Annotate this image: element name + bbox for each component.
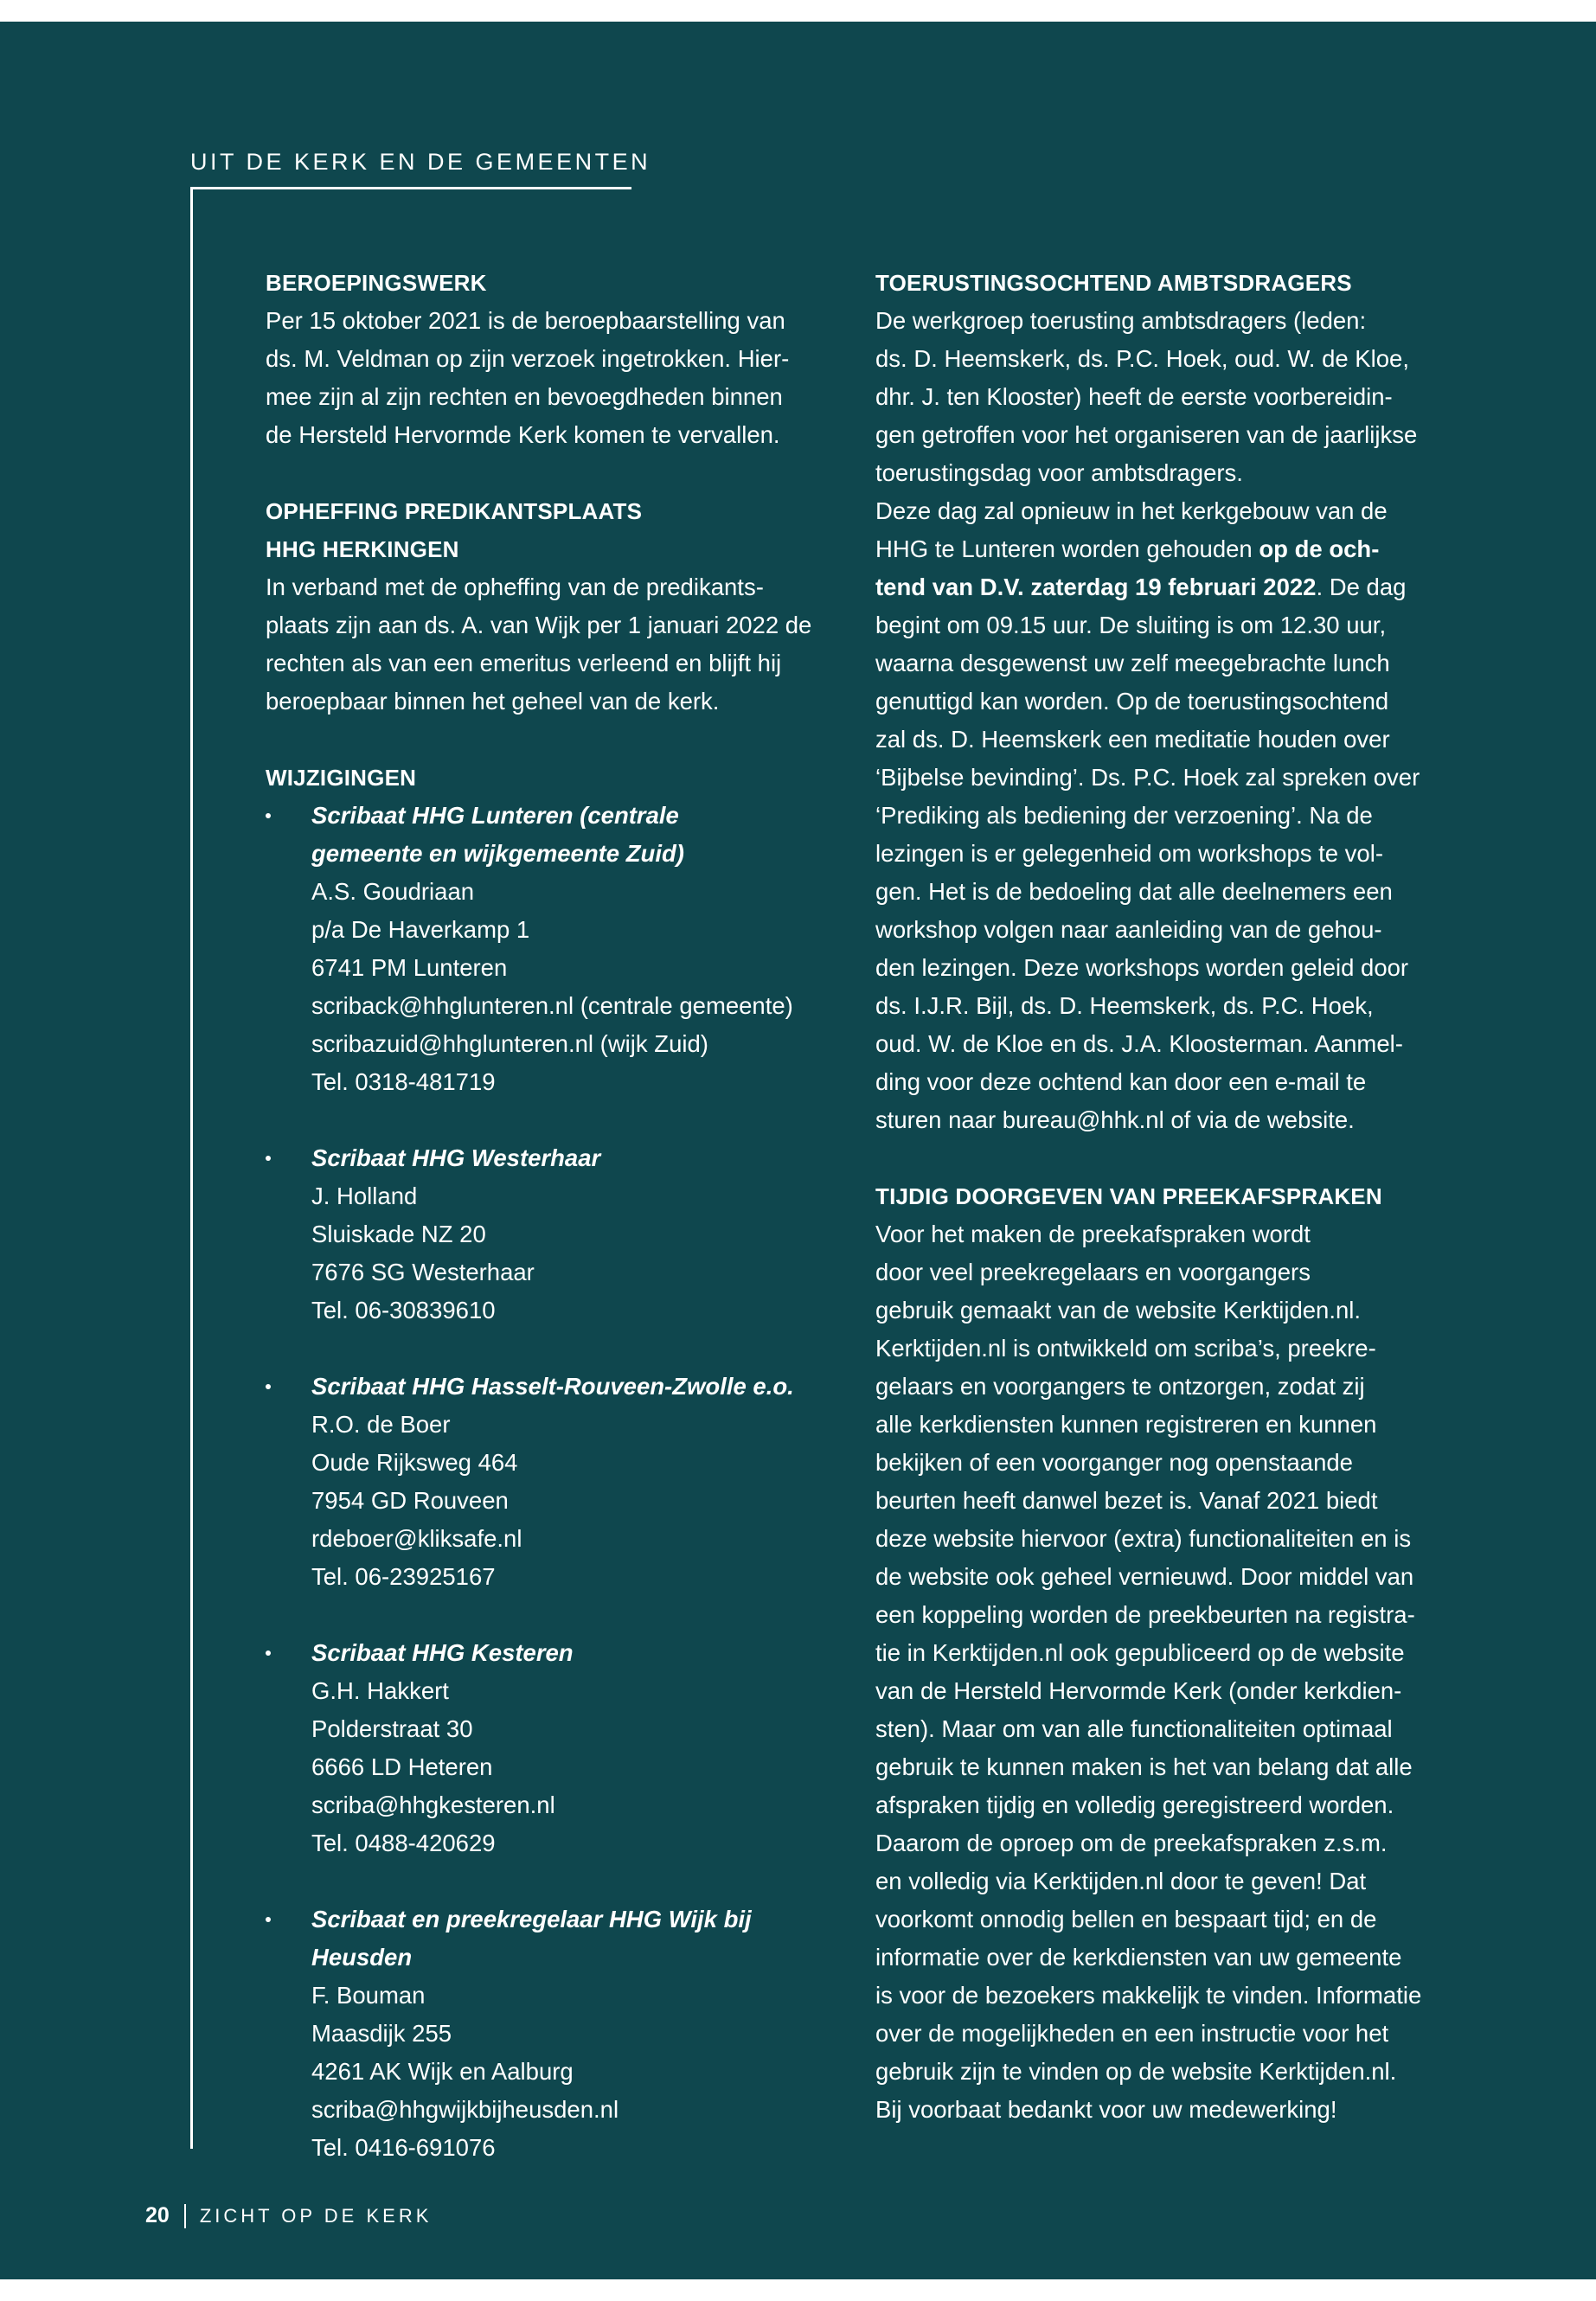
entry-email: scriback@hhglunteren.nl (centrale gemeente) xyxy=(311,992,793,1019)
entry-name: G.H. Hakkert xyxy=(311,1677,449,1704)
text-line: dhr. J. ten Klooster) heeft de eerste voorbereidin- xyxy=(875,383,1393,410)
entry-title: Scribaat HHG Lunteren (centrale xyxy=(311,802,679,829)
text-line: ding voor deze ochtend kan door een e-mail te xyxy=(875,1068,1367,1095)
text-line: afspraken tijdig en volledig geregistreerd worden. xyxy=(875,1791,1394,1818)
footer-divider xyxy=(184,2204,186,2228)
toerusting-section xyxy=(875,264,1438,1139)
text-line: de Hersteld Hervormde Kerk komen te vervallen. xyxy=(266,421,780,448)
text-line: zal ds. D. Heemskerk een meditatie houden over xyxy=(875,726,1390,753)
entry-postcode: 6741 PM Lunteren xyxy=(311,954,508,981)
opheffing-section xyxy=(266,492,836,721)
text-line: gelaars en voorgangers te ontzorgen, zodat zij xyxy=(875,1373,1365,1400)
event-date-highlight: tend van D.V. zaterdag 19 februari 2022 xyxy=(875,574,1317,600)
entry-postcode: 7954 GD Rouveen xyxy=(311,1487,509,1514)
entry-email: scribazuid@hhglunteren.nl (wijk Zuid) xyxy=(311,1030,708,1057)
list-item xyxy=(266,1900,836,2167)
text-line: In verband met de opheffing van de predikants- xyxy=(266,574,764,600)
text-line: ‘Prediking als bediening der verzoening’. Na de xyxy=(875,802,1373,829)
text-line: beurten heeft danwel bezet is. Vanaf 2021 biedt xyxy=(875,1487,1378,1514)
text-line: alle kerkdiensten kunnen registreren en kunnen xyxy=(875,1411,1377,1438)
text-line: ds. D. Heemskerk, ds. P.C. Hoek, oud. W. de Kloe, xyxy=(875,345,1409,372)
text-line: en volledig via Kerktijden.nl door te geven! Dat xyxy=(875,1868,1367,1894)
text-line: Voor het maken de preekafspraken wordt xyxy=(875,1221,1311,1247)
text-line: gebruik zijn te vinden op de website Kerktijden.nl. xyxy=(875,2058,1397,2085)
entry-phone: Tel. 0416-691076 xyxy=(311,2134,496,2161)
entry-name: F. Bouman xyxy=(311,1982,426,2009)
text-line: plaats zijn aan ds. A. van Wijk per 1 januari 2022 de xyxy=(266,612,812,638)
toerusting-body xyxy=(875,302,1438,1139)
magazine-page xyxy=(0,22,1596,2279)
bullet-icon xyxy=(266,813,271,818)
preekafspraken-body xyxy=(875,1215,1438,2129)
entry-phone: Tel. 06-30839610 xyxy=(311,1297,496,1324)
section-label: UIT DE KERK EN DE GEMEENTEN xyxy=(190,149,651,175)
text-line: tie in Kerktijden.nl ook gepubliceerd op de website xyxy=(875,1639,1405,1666)
text-line: den lezingen. Deze workshops worden geleid door xyxy=(875,954,1409,981)
text-line: gen getroffen voor het organiseren van de jaarlijkse xyxy=(875,421,1418,448)
text-line: toerustingsdag voor ambtsdragers. xyxy=(875,459,1243,486)
entry-postcode: 7676 SG Westerhaar xyxy=(311,1259,535,1285)
text-line: Per 15 oktober 2021 is de beroepbaarstelling van xyxy=(266,307,785,334)
entry-email: rdeboer@kliksafe.nl xyxy=(311,1525,522,1552)
section-label-rule xyxy=(190,187,631,189)
wijzigingen-heading: WIJZIGINGEN xyxy=(266,765,417,791)
entry-address: Oude Rijksweg 464 xyxy=(311,1449,518,1476)
entry-name: R.O. de Boer xyxy=(311,1411,451,1438)
text-line: beroepbaar binnen het geheel van de kerk. xyxy=(266,688,720,715)
text-line: Daarom de oproep om de preekafspraken z.s.m. xyxy=(875,1830,1388,1856)
frame-vertical-line xyxy=(190,187,193,2149)
text-line: sturen naar bureau@hhk.nl of via de website. xyxy=(875,1106,1355,1133)
text-line: mee zijn al zijn rechten en bevoegdheden binnen xyxy=(266,383,783,410)
entry-address: Sluiskade NZ 20 xyxy=(311,1221,486,1247)
list-item xyxy=(266,1368,836,1596)
wijzigingen-section xyxy=(266,759,836,2167)
magazine-name: ZICHT OP DE KERK xyxy=(199,2204,433,2227)
text-line: bekijken of een voorganger nog openstaande xyxy=(875,1449,1353,1476)
text-line: voorkomt onnodig bellen en bespaart tijd; en de xyxy=(875,1906,1377,1932)
entry-email: scriba@hhgkesteren.nl xyxy=(311,1791,555,1818)
text-line: Kerktijden.nl is ontwikkeld om scriba’s, preekre- xyxy=(875,1335,1376,1362)
text-line: tend van D.V. zaterdag 19 februari 2022. De dag xyxy=(875,574,1407,600)
list-item xyxy=(266,1139,836,1330)
text-line: ‘Bijbelse bevinding’. Ds. P.C. Hoek zal spreken over xyxy=(875,764,1420,791)
bullet-icon xyxy=(266,1384,271,1389)
text-line: is voor de bezoekers makkelijk te vinden. Informatie xyxy=(875,1982,1422,2009)
text-line: door veel preekregelaars en voorgangers xyxy=(875,1259,1311,1285)
entry-address: p/a De Haverkamp 1 xyxy=(311,916,530,943)
right-column xyxy=(875,264,1438,2129)
entry-postcode: 6666 LD Heteren xyxy=(311,1753,493,1780)
entry-phone: Tel. 06-23925167 xyxy=(311,1563,496,1590)
page-number: 20 xyxy=(145,2203,170,2227)
text-line: rechten als van een emeritus verleend en blijft hij xyxy=(266,650,782,676)
entry-address: Polderstraat 30 xyxy=(311,1715,473,1742)
beroepingswerk-body xyxy=(266,302,836,454)
text-line: over de mogelijkheden en een instructie voor het xyxy=(875,2020,1389,2047)
text-line: waarna desgewenst uw zelf meegebrachte lunch xyxy=(875,650,1390,676)
beroepingswerk-section xyxy=(266,264,836,454)
text-line: begint om 09.15 uur. De sluiting is om 12.30 uur, xyxy=(875,612,1387,638)
text-line: de website ook geheel vernieuwd. Door middel van xyxy=(875,1563,1414,1590)
text-line: lezingen is er gelegenheid om workshops te vol- xyxy=(875,840,1383,867)
left-column xyxy=(266,264,836,2167)
entry-address: Maasdijk 255 xyxy=(311,2020,452,2047)
bullet-icon xyxy=(266,1156,271,1161)
list-item xyxy=(266,797,836,1101)
text-line: workshop volgen naar aanleiding van de gehou- xyxy=(875,916,1382,943)
entry-postcode: 4261 AK Wijk en Aalburg xyxy=(311,2058,574,2085)
entry-phone: Tel. 0318-481719 xyxy=(311,1068,496,1095)
text-line: ds. I.J.R. Bijl, ds. D. Heemskerk, ds. P.C. Hoek, xyxy=(875,992,1374,1019)
opheffing-heading: OPHEFFING PREDIKANTSPLAATS HHG HERKINGEN xyxy=(266,498,643,562)
entry-phone: Tel. 0488-420629 xyxy=(311,1830,496,1856)
text-line: oud. W. de Kloe en ds. J.A. Kloosterman. Aanmel- xyxy=(875,1030,1403,1057)
bullet-icon xyxy=(266,1650,271,1656)
entry-name: A.S. Goudriaan xyxy=(311,878,475,905)
text-line: deze website hiervoor (extra) functionaliteiten en is xyxy=(875,1525,1412,1552)
text-line: een koppeling worden de preekbeurten na registra- xyxy=(875,1601,1415,1628)
wijzigingen-list xyxy=(266,797,836,2167)
entry-title: gemeente en wijkgemeente Zuid) xyxy=(311,840,684,867)
preekafspraken-heading: TIJDIG DOORGEVEN VAN PREEKAFSPRAKEN xyxy=(875,1183,1382,1209)
preekafspraken-section xyxy=(875,1177,1438,2129)
text-line: gebruik te kunnen maken is het van belang dat alle xyxy=(875,1753,1413,1780)
text-line: HHG te Lunteren worden gehouden op de och- xyxy=(875,535,1380,562)
text-line: De werkgroep toerusting ambtsdragers (leden: xyxy=(875,307,1367,334)
text-line: van de Hersteld Hervormde Kerk (onder kerkdien- xyxy=(875,1677,1402,1704)
opheffing-body xyxy=(266,568,836,721)
beroepingswerk-heading: BEROEPINGSWERK xyxy=(266,270,487,296)
entry-title: Scribaat HHG Westerhaar xyxy=(311,1144,601,1171)
list-item xyxy=(266,1634,836,1862)
entry-title: Scribaat HHG Hasselt-Rouveen-Zwolle e.o. xyxy=(311,1373,794,1400)
toerusting-heading: TOERUSTINGSOCHTEND AMBTSDRAGERS xyxy=(875,270,1352,296)
page-footer xyxy=(145,2203,432,2228)
event-date-highlight: op de och- xyxy=(1259,535,1380,562)
text-line: gebruik gemaakt van de website Kerktijden.nl. xyxy=(875,1297,1362,1324)
text-line: genuttigd kan worden. Op de toerustingsochtend xyxy=(875,688,1389,715)
entry-title: Scribaat HHG Kesteren xyxy=(311,1639,574,1666)
text-line: ds. M. Veldman op zijn verzoek ingetrokken. Hier- xyxy=(266,345,790,372)
entry-name: J. Holland xyxy=(311,1183,418,1209)
entry-email: scriba@hhgwijkbijheusden.nl xyxy=(311,2096,619,2123)
text-line: informatie over de kerkdiensten van uw gemeente xyxy=(875,1944,1402,1971)
bullet-icon xyxy=(266,1917,271,1922)
text-line: sten). Maar om van alle functionaliteiten optimaal xyxy=(875,1715,1393,1742)
text-line: Bij voorbaat bedankt voor uw medewerking! xyxy=(875,2096,1337,2123)
text-line: Deze dag zal opnieuw in het kerkgebouw van de xyxy=(875,497,1388,524)
text-line: gen. Het is de bedoeling dat alle deelnemers een xyxy=(875,878,1393,905)
entry-title: Scribaat en preekregelaar HHG Wijk bij Heusden xyxy=(311,1906,752,1971)
